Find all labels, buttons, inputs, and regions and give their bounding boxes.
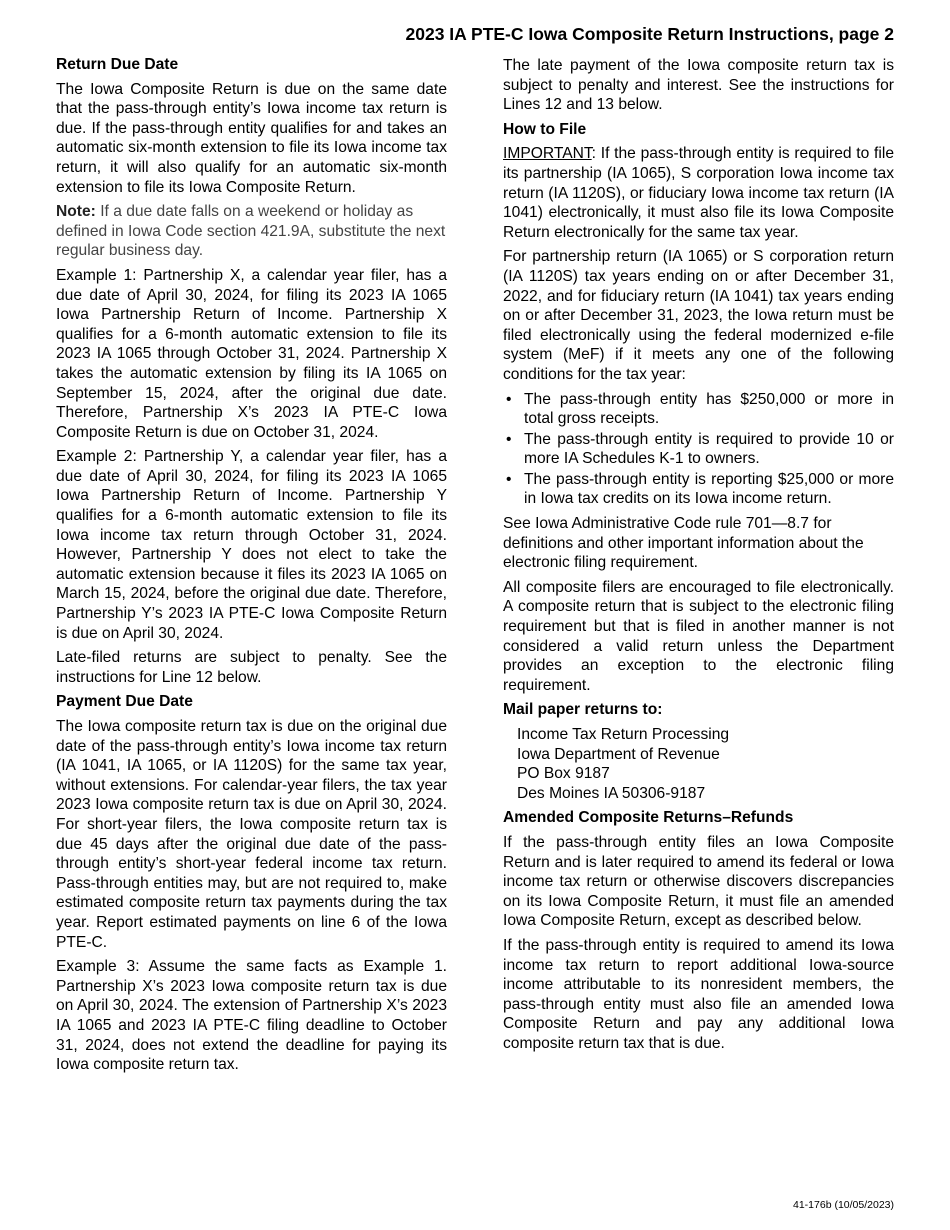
- mail-paper-returns-heading: Mail paper returns to:: [503, 701, 663, 719]
- list-item: • The pass-through entity is required to provide 10 or more IA Schedules K-1 to owners.: [503, 430, 894, 469]
- important-text: : If the pass-through entity is required to file its partnership (IA 1065), S corporation Iowa income tax return (IA 1120S), or fiduciary Iowa income tax return (IA 1041) electronically, it must also file its Iowa Composite Return electronically for the same tax year.: [503, 145, 894, 241]
- efile-conditions-paragraph: For partnership return (IA 1065) or S corporation return (IA 1120S) tax years ending on or after December 31, 2022, and for fiduciary return (IA 1041) tax years ending on or after December 31, 2023, the Iowa return must be filed electronically using the federal modernized e-file system (MeF) if it meets any one of the following conditions for the tax year:: [503, 248, 894, 383]
- return-due-date-paragraph: The Iowa Composite Return is due on the same date that the pass-through entity’s Iowa income tax return is due. If the pass-through entity qualifies for and takes an automatic six-month extension to file its Iowa income tax return, it will also qualify for an automatic six-month extension to file its Iowa Composite Return.: [56, 80, 447, 196]
- page-title: 2023 IA PTE-C Iowa Composite Return Instructions, page 2: [405, 24, 894, 44]
- return-due-date-heading: Return Due Date: [56, 56, 179, 73]
- note-paragraph: [56, 202, 447, 261]
- form-code: 41-176b (10/05/2023): [793, 1199, 894, 1211]
- note-label: Note:: [56, 203, 96, 221]
- list-item: • The pass-through entity has $250,000 or more in total gross receipts.: [503, 390, 894, 429]
- note-text: If a due date falls on a weekend or holiday as defined in Iowa Code section 421.9A, substitute the next regular business day.: [56, 203, 446, 260]
- amended-paragraph-2: If the pass-through entity is required to amend its Iowa income tax return to report additional Iowa-source income attributable to its nonresident members, the pass-through entity must also file an amended Iowa Composite Return and pay any additional Iowa composite return tax that is due.: [503, 936, 894, 1052]
- right-column: [503, 56, 894, 1059]
- example-2: Example 2: Partnership Y, a calendar year filer, has a due date of April 30, 2024, for filing its 2023 IA 1065 Iowa Partnership Return of Income. Partnership Y qualifies for a 6-month automatic extension to file its Iowa income tax return through October 31, 2024. However, Partnership Y does not elect to take the automatic extension because it files its 2023 IA 1065 on March 15, 2024, before the original due date. Therefore, Partnership Y’s 2023 IA PTE-C Iowa Composite Return is due on April 30, 2024.: [56, 448, 447, 642]
- address-line: Des Moines IA 50306-9187: [517, 784, 706, 802]
- amended-paragraph-1: If the pass-through entity files an Iowa Composite Return and is later required to amend its federal or Iowa income tax return or otherwise discovers discrepancies on its Iowa Composite Return, it must file an amended Iowa Composite Return, except as described below.: [503, 833, 894, 930]
- how-to-file-heading: How to File: [503, 120, 587, 138]
- all-composite-filers-paragraph: All composite filers are encouraged to file electronically. A composite return that is subject to the electronic filing requirement but that is filed in another manner is not considered a valid return unless the Department provides an exception to the electronic filing requirement.: [503, 578, 894, 694]
- important-label: IMPORTANT: [503, 145, 592, 163]
- address-line: Iowa Department of Revenue: [517, 745, 720, 763]
- important-paragraph: [503, 144, 894, 242]
- see-rule-paragraph: See Iowa Administrative Code rule 701—8.7 for definitions and other important information about the electronic filing requirement.: [503, 515, 864, 572]
- list-item: • The pass-through entity is reporting $25,000 or more in Iowa tax credits on its Iowa income return.: [503, 470, 894, 509]
- payment-due-date-heading: Payment Due Date: [56, 693, 193, 711]
- left-column: [56, 55, 447, 1080]
- example-3: Example 3: Assume the same facts as Example 1. Partnership X’s 2023 Iowa composite return tax is due on April 30, 2024. The extension of Partnership X’s 2023 IA 1065 and 2023 IA PTE-C filing deadline to October 31, 2024, does not extend the deadline for paying its Iowa composite return tax.: [56, 958, 447, 1074]
- late-payment-paragraph: The late payment of the Iowa composite return tax is subject to penalty and interest. See the instructions for Lines 12 and 13 below.: [503, 57, 894, 114]
- payment-due-date-paragraph: The Iowa composite return tax is due on the original due date of the pass-through entity’s Iowa income tax return (IA 1041, IA 1065, or IA 1120S) for the same tax year, without extensions. For calendar-year filers, the tax year 2023 Iowa composite return tax is due on April 30, 2024. For short-year filers, the Iowa composite return tax is due 45 days after the original due date of the pass-through entity’s short-year federal income tax return. Pass-through entities may, but are not required to, make estimated composite return tax payments during the tax year. Report estimated payments on line 6 of the Iowa PTE-C.: [56, 718, 447, 951]
- late-filed-paragraph: Late-filed returns are subject to penalty. See the instructions for Line 12 below.: [56, 649, 447, 686]
- mailing-address: [517, 725, 894, 803]
- example-1: Example 1: Partnership X, a calendar year filer, has a due date of April 30, 2024, for filing its 2023 IA 1065 Iowa Partnership Return of Income. Partnership X qualifies for a 6-month automatic extension to file its 2023 IA 1065 through October 31, 2024. Partnership X takes the automatic extension by filing its IA 1065 on September 15, 2024, after the original due date. Therefore, Partnership X’s 2023 IA PTE-C Iowa Composite Return is due on October 31, 2024.: [56, 266, 447, 441]
- address-line: Income Tax Return Processing: [517, 726, 730, 743]
- address-line: PO Box 9187: [517, 765, 610, 783]
- amended-returns-heading: Amended Composite Returns–Refunds: [503, 809, 794, 827]
- efile-conditions-list: [503, 390, 894, 510]
